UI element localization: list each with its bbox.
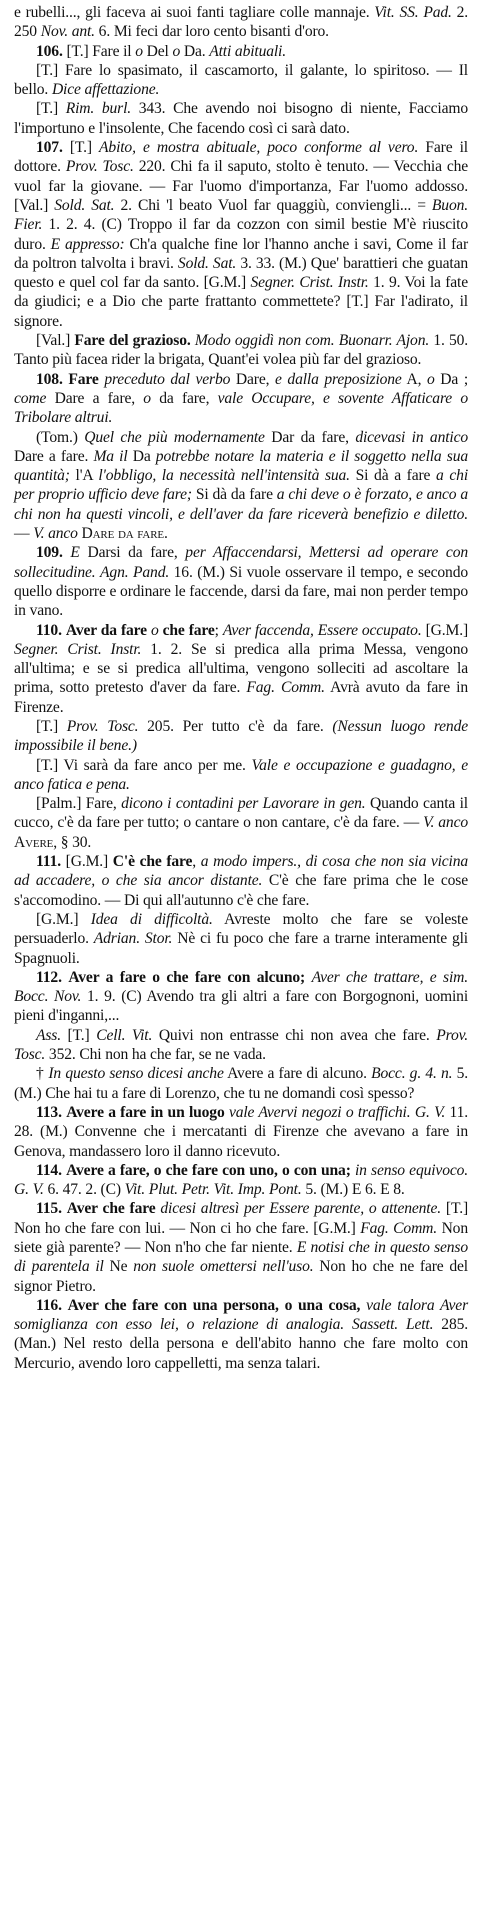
text-run: Da ; [434,370,469,388]
text-run [344,1316,352,1333]
text-run: Quivi non entrasse chi non avea che fare. [152,1026,437,1044]
text-run: Quando canta il cucco, c'è da fare per tutto; o cantare o non cantare, c'è da fare. — [14,795,468,832]
text-run: Del [142,42,173,60]
text-run: 1. 2. Se si predica alla prima Messa, vengono all'ultima; e se si predica all'ultima, vengono solleciti ad ascoltare la prima, sotto pretesto d'aver da fare. [14,640,468,697]
italic-run: E [70,544,80,562]
text-run: da fare, [150,389,218,407]
entry-paragraph [14,910,468,968]
text-run: Dare a fare, [46,389,144,407]
entry-number: 116. [36,1296,62,1314]
text-run: Ne [103,1258,134,1276]
italic-run: e dalla preposizione [275,370,402,388]
italic-run: Segner. Crist. Instr. [250,274,369,292]
italic-run: a chi per proprio ufficio deve fare; [14,467,469,504]
italic-run: Modo oggidì non com. [194,332,335,350]
italic-run: Atti abituali. [209,42,286,60]
entry-paragraph [14,1199,468,1295]
text-run: 2. Chi 'l beato Vuol far quaggiù, conviengli... = [114,196,432,214]
italic-run: V. anco [423,814,468,832]
italic-run: Fag. Comm. [246,679,325,697]
entry-paragraph [14,968,468,1026]
text-run: Non ho che ne fare del signor Pietro. [14,1258,468,1295]
entry-paragraph [14,621,468,717]
italic-run: Segner. Crist. Instr. [14,640,142,658]
entry-paragraph [14,42,468,61]
entry-number: 108. [36,370,63,388]
italic-run: Vale e occupazione e guadagno, e anco fatica e pena. [14,756,468,793]
text-run: 16. (M.) Si vuole osservare il tempo, e secondo quello disporre e ordinare le faccende, darsi da fare, mai non perder tempo in vano. [14,563,468,620]
italic-run: Buonarr. Ajon. [338,332,430,350]
italic-run: Prov. Tosc. [14,1026,468,1064]
entry-number: 106. [36,42,63,60]
entry-paragraph [14,852,468,910]
text-run: 205. Per tutto c'è da fare. [138,717,333,735]
text-run: [G.M.] [36,910,91,928]
italic-run: Ass. [36,1026,61,1044]
entry-paragraph [14,138,468,331]
text-run: [T.] [36,100,66,118]
text-run: (Tom.) [36,428,85,446]
italic-run: potrebbe notare la materia e il soggetto nella sua quantità; [14,447,468,485]
italic-run: Agn. Pand. [100,563,170,581]
text-run: 1. 9. (C) Avendo tra gli altri a fare con Borgognoni, uomini pieni d'inganni,... [14,988,468,1025]
small-caps-run: Avere [14,833,54,851]
italic-run: Bocc. Nov. [14,988,82,1006]
text-run: Da [127,447,156,465]
italic-run: Cell. Vit. [96,1026,153,1044]
entry-number: 111. [36,853,61,871]
italic-run: vale talora Aver somiglianza con esso lei, o relazione di analogia. [14,1296,468,1334]
entry-paragraph [14,543,468,620]
entry-paragraph [14,1103,468,1161]
bold-headword: Aver da fare [65,621,147,639]
italic-run: dicevasi in antico [355,428,469,446]
text-run: [G.M.] [421,621,469,639]
text-run: Non siete già parente? — Non n'ho che far niente. [14,1219,468,1256]
entry-paragraph [14,1064,468,1103]
entry-paragraph [14,794,468,852]
italic-run: E notisi che in questo senso di parentela il [14,1239,468,1276]
entry-paragraph [14,61,468,100]
text-run: 285. (Man.) Nel resto della persona e dell'abito hanno che fare molto con Mercurio, avendo loro cappelletti, ma senza talari. [14,1316,468,1372]
bold-headword: Aver che fare con una persona, o una cosa, [67,1296,361,1314]
italic-run: Vit. SS. Pad. [374,4,452,21]
text-run: 1. 9. Voi la fate da giudici; e a Dio che parte frattanto commettete? [T.] Far l'adirato, il signore. [14,274,468,330]
bold-headword: Fare del grazioso. [74,332,191,350]
text-run: Dare, [230,370,276,388]
text-run: Dare a fare. [14,447,94,465]
italic-run: o [135,42,143,60]
italic-run: Nov. ant. [40,23,95,41]
italic-run: Aver che trattare, e sim. [311,968,469,986]
text-run: 1. 2. 4. (C) Troppo il far da cozzon con simil bestie M'è riuscito duro. [14,216,468,253]
text-run: 5. (M.) Che hai tu a fare di Lorenzo, che tu ne domandi così spesso? [14,1065,468,1102]
text-run: Avere a fare di alcuno. [223,1065,372,1083]
text-run: Darsi da fare, [79,544,186,562]
text-run: [T.] [36,717,67,735]
bold-headword: Avere a fare in un luogo [66,1103,225,1121]
entry-paragraph [14,99,468,138]
text-run: Avrà avuto da fare in Firenze. [14,679,468,716]
italic-run: come [14,389,47,407]
text-run: [T.] Fare lo spasimato, il cascamorto, il galante, lo spiritoso. — Il bello. [14,61,468,99]
text-run: † [36,1065,49,1083]
entry-number: 114. [36,1161,62,1179]
italic-run: Prov. Tosc. [65,158,134,176]
text-run: Dar da fare, [264,428,356,446]
italic-run: preceduto dal verbo [104,370,231,388]
text-run: 6. Mi feci dar loro cento bisanti d'oro. [94,23,329,41]
italic-run: in senso equivoco. [354,1161,469,1179]
text-run: [Val.] [36,332,75,350]
text-run: 3. 33. (M.) Que' barattieri che guatan questo e quel col far da santo. [G.M.] [14,254,468,292]
text-run: Avreste molto che fare se voleste persuaderlo. [14,910,468,948]
italic-run: Aver faccenda, Essere occupato. [222,621,422,639]
text-run: Si dà a fare [349,467,437,485]
entry-paragraph [14,1026,468,1065]
italic-run: Dice affettazione. [51,81,160,99]
italic-run: per Affaccendarsi, Mettersi ad operare con sollecitudine. [14,544,468,581]
bold-headword: che fare [162,621,215,639]
text-run: [Palm.] Fare, [36,795,122,813]
text-run: 343. Che avendo noi bisogno di niente, Facciamo l'importuno e l'insolente, Che facendo così ci sarà dato. [14,100,468,137]
italic-run: o [172,42,181,60]
text-run: 220. Chi fa il saputo, stolto è tenuto. — Vecchia che vuol far la giovane. — Far l'uomo d'importanza, Far l'uomo addosso. [Val.] [14,158,469,214]
italic-run: dicono i contadini per Lavorare in gen. [121,795,366,813]
italic-run: G. V. [14,1181,44,1199]
italic-run: (Nessun luogo rende impossibile il bene.) [14,717,468,755]
text-run: C'è che fare prima che le cose s'accomodino. — Di qui all'autunno c'è che fare. [14,872,468,909]
italic-run: Rim. burl. [65,100,131,118]
entry-paragraph [14,3,468,42]
text-run: 352. Chi non ha che far, se ne vada. [45,1046,266,1064]
text-run: A, [401,370,427,388]
text-run: [T.] Non ho che fare con lui. — Non ci ho che fare. [G.M.] [14,1200,468,1237]
italic-run: Buon. Fier. [14,196,468,234]
entry-number: 107. [36,139,63,157]
text-run: e rubelli..., gli faceva ai suoi fanti tagliare colle mannaje. [14,4,375,21]
text-run: [T.] Fare il [62,42,136,60]
text-run: Nè ci fu poco che fare a trarne interamente gli Spagnuoli. [14,930,468,967]
italic-run: Quel che più modernamente [84,428,265,446]
entry-paragraph [14,370,468,428]
italic-run: vale Avervi negozi o traffichi. [228,1103,411,1121]
italic-run: Sold. Sat. [54,196,115,214]
text-run: [T.] Vi sarà da fare anco per me. [36,756,252,774]
italic-run: V. anco [33,525,78,543]
italic-run: G. V. [414,1103,446,1121]
italic-run: Idea di difficoltà. [90,910,213,928]
small-caps-run: Dare da fare. [77,525,168,543]
text-run: — [14,525,34,543]
italic-run: Adrian. Stor. [93,930,173,948]
text-run: ; [214,621,223,639]
bold-headword: Fare [68,370,99,388]
italic-run: E appresso: [50,235,125,253]
italic-run: In questo senso dicesi anche [48,1065,224,1083]
text-run: Da. [180,42,210,60]
entry-paragraph [14,717,468,756]
entry-paragraph [14,331,468,370]
bold-headword: Aver che fare [66,1200,156,1218]
italic-run: Vit. Plut. Petr. Vit. Imp. Pont. [124,1181,302,1199]
italic-run: Fag. Comm. [360,1219,438,1237]
italic-run: Sassett. Lett. [352,1316,434,1334]
text-run: 5. (M.) E 6. E 8. [301,1181,405,1199]
italic-run: o [143,389,151,407]
text-run: , § 30. [53,833,92,851]
bold-headword: C'è che fare [112,853,193,871]
bold-headword: Avere a fare, o che fare con uno, o con una; [66,1161,351,1179]
italic-run: vale Occupare, e sovente Affaticare o Tribolare altrui. [14,389,468,427]
italic-run: dicesi altresì per Essere parente, o attenente. [160,1200,442,1218]
text-run: [T.] [60,1026,97,1044]
text-run: 6. 47. 2. (C) [43,1181,125,1199]
text-run: 2. 250 [14,4,468,41]
entry-paragraph [14,428,468,544]
text-run: [G.M.] [60,853,113,871]
italic-run: a modo impers., di cosa che non sia vicina ad accadere, o che sia ancor distante. [14,853,469,890]
italic-run: Abito, e mostra abituale, poco conforme al vero. [99,139,419,157]
entry-number: 110. [36,621,62,639]
text-run: Ch'a qualche fine lor l'hanno anche i savi, Come il far da poltron talvolta i bravi. [14,235,468,272]
italic-run: Prov. Tosc. [66,717,139,735]
text-run: [T.] [62,139,100,157]
bold-headword: Aver a fare o che fare con alcuno; [68,968,306,986]
entry-number: 109. [36,544,63,562]
entry-paragraph [14,756,468,795]
italic-run: l'obbligo, la necessità nell'intensità sua. [98,467,350,485]
italic-run: o [427,370,435,388]
text-run: , [192,853,201,871]
italic-run: non suole omettersi nell'uso. [133,1258,314,1276]
italic-run: Sold. Sat. [177,254,237,272]
text-run: Fare il dottore. [14,139,468,176]
entry-number: 112. [36,968,62,986]
entry-paragraph [14,1161,468,1200]
italic-run: Ma il [93,447,128,465]
entry-number: 115. [36,1200,62,1218]
text-run: 11. 28. (M.) Convenne che i mercatanti di Firenze che avevano a fare in Genova, mandassero loro il danno ricevuto. [14,1103,469,1160]
text-run: l'A [69,467,99,485]
text-run: 1. 50. Tanto più facea rider la brigata, Quant'ei volea più far del grazioso. [14,332,469,369]
entry-paragraph [14,1296,468,1373]
italic-run: o [150,621,159,639]
italic-run: a chi deve o è forzato, e anco a chi non ha questi vincoli, e dell'aver da fare riceverà benefizio e diletto. [14,486,468,523]
entry-number: 113. [36,1103,62,1121]
text-run: Si dà da fare [191,486,277,504]
italic-run: Bocc. g. 4. n. [371,1065,453,1083]
